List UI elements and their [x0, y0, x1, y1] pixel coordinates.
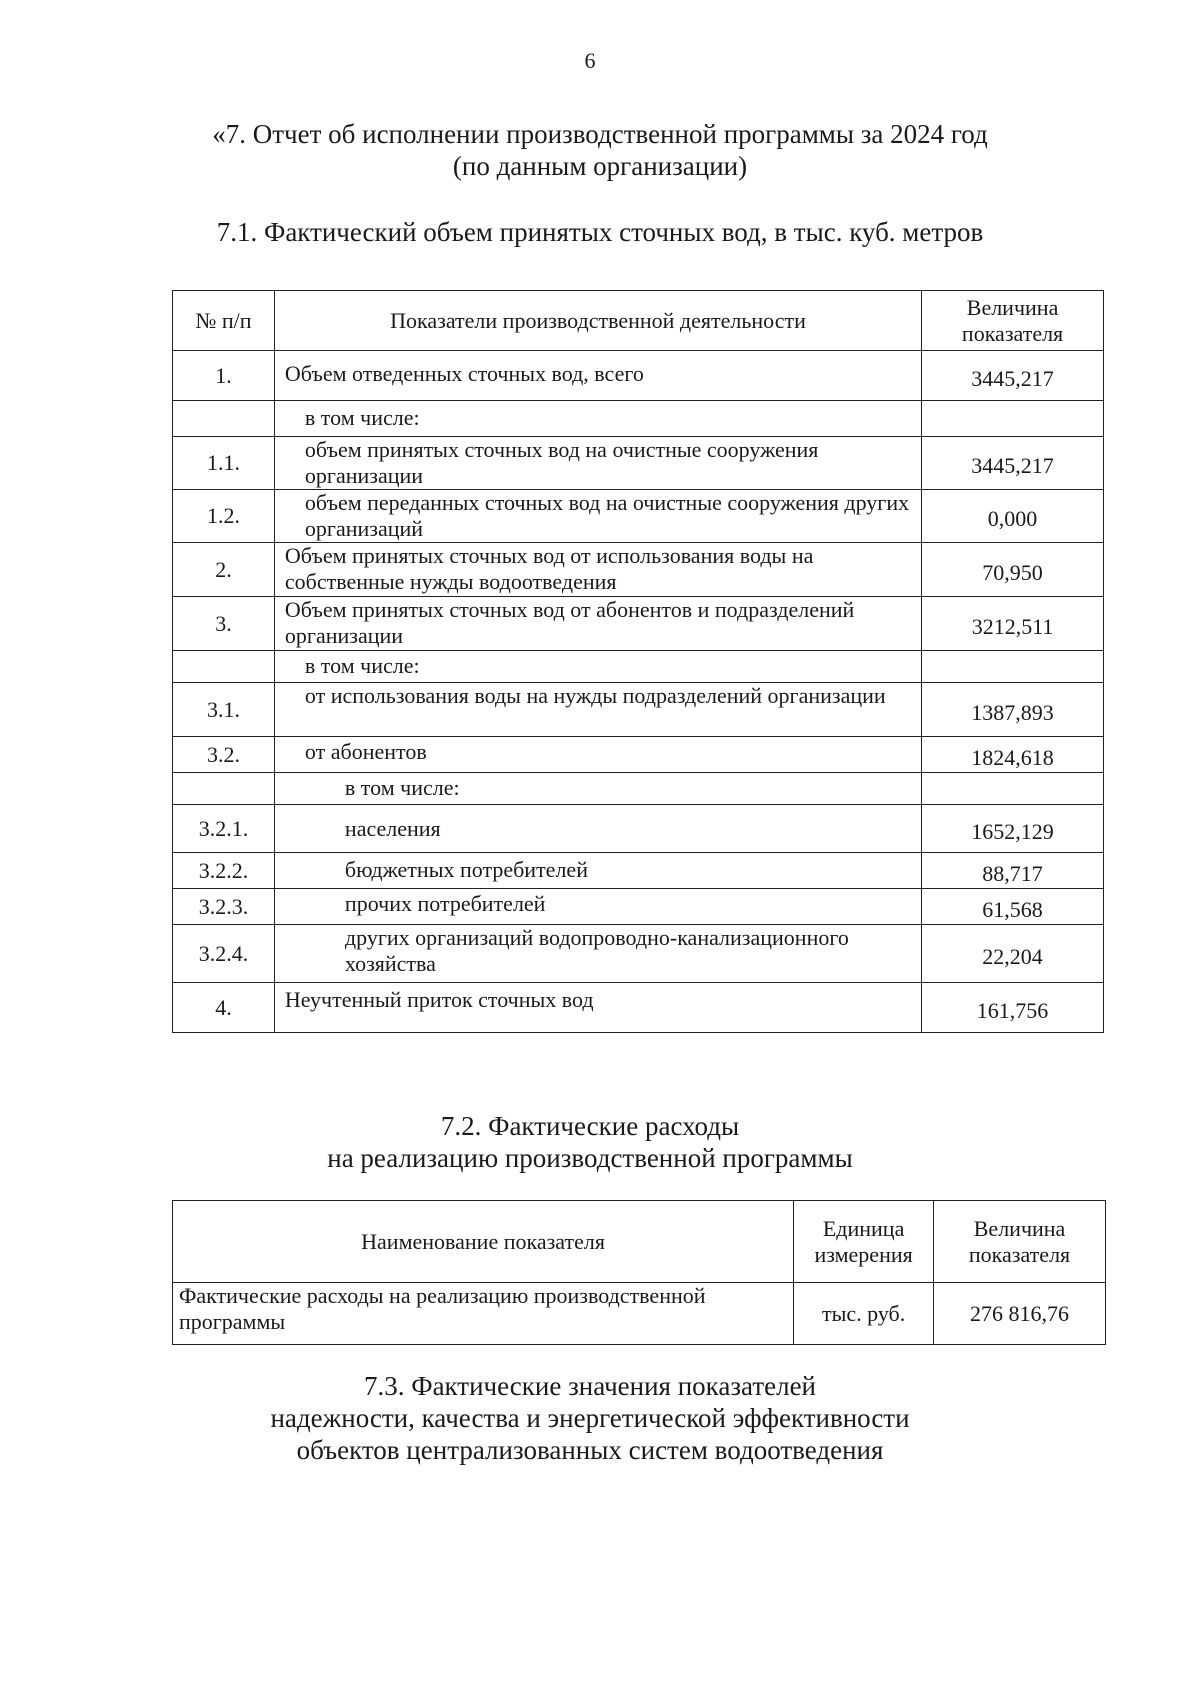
col-header-indicator-name: Наименование показателя	[173, 1201, 794, 1283]
table-row: в том числе:	[173, 401, 1104, 437]
table-row: 3.1. от использования воды на нужды подразделений организации 1387,893	[173, 683, 1104, 737]
table-row: 1.1. объем принятых сточных вод на очистные сооружения организации 3445,217	[173, 437, 1104, 490]
table-row: Фактические расходы на реализацию производственной программы тыс. руб. 276 816,76	[173, 1283, 1106, 1345]
wastewater-volume-table	[172, 290, 1104, 1033]
col-header-value: Величина показателя	[934, 1201, 1106, 1283]
table-row: в том числе:	[173, 773, 1104, 805]
col-header-num: № п/п	[173, 291, 275, 351]
table-row: 3.2. от абонентов 1824,618	[173, 737, 1104, 773]
report-title-line1: «7. Отчет об исполнении производственной программы за 2024 год	[212, 119, 988, 149]
table-row: 1. Объем отведенных сточных вод, всего 3445,217	[173, 351, 1104, 401]
table-row: 3.2.3. прочих потребителей 61,568	[173, 889, 1104, 925]
table-row: 3.2.1. населения 1652,129	[173, 805, 1104, 853]
report-title	[10, 118, 1190, 182]
report-title-line2: (по данным организации)	[452, 151, 748, 181]
table-row: 1.2. объем переданных сточных вод на очистные сооружения других организаций 0,000	[173, 490, 1104, 543]
table-row: 2. Объем принятых сточных вод от использования воды на собственные нужды водоотведения 70,950	[173, 543, 1104, 597]
section-7-3-heading: 7.3. Фактические значения показателей надежности, качества и энергетической эффективности объектов централизованных систем водоотведения	[270, 1371, 910, 1465]
expenses-table	[172, 1200, 1106, 1345]
table-row: 4. Неучтенный приток сточных вод 161,756	[173, 983, 1104, 1033]
table-row: 3. Объем принятых сточных вод от абонентов и подразделений организации 3212,511	[173, 597, 1104, 651]
col-header-value: Величина показателя	[922, 291, 1104, 351]
col-header-name: Показатели производственной деятельности	[274, 291, 921, 351]
section-7-2-heading: 7.2. Фактические расходы на реализацию производственной программы	[327, 1111, 853, 1173]
table-row: в том числе:	[173, 651, 1104, 683]
col-header-unit: Единица измерения	[794, 1201, 934, 1283]
table-row: 3.2.4. других организаций водопроводно-канализационного хозяйства 22,204	[173, 925, 1104, 983]
page-number: 6	[584, 48, 596, 73]
table-row: 3.2.2. бюджетных потребителей 88,717	[173, 853, 1104, 889]
section-7-1-heading: 7.1. Фактический объем принятых сточных вод, в тыс. куб. метров	[216, 217, 984, 247]
